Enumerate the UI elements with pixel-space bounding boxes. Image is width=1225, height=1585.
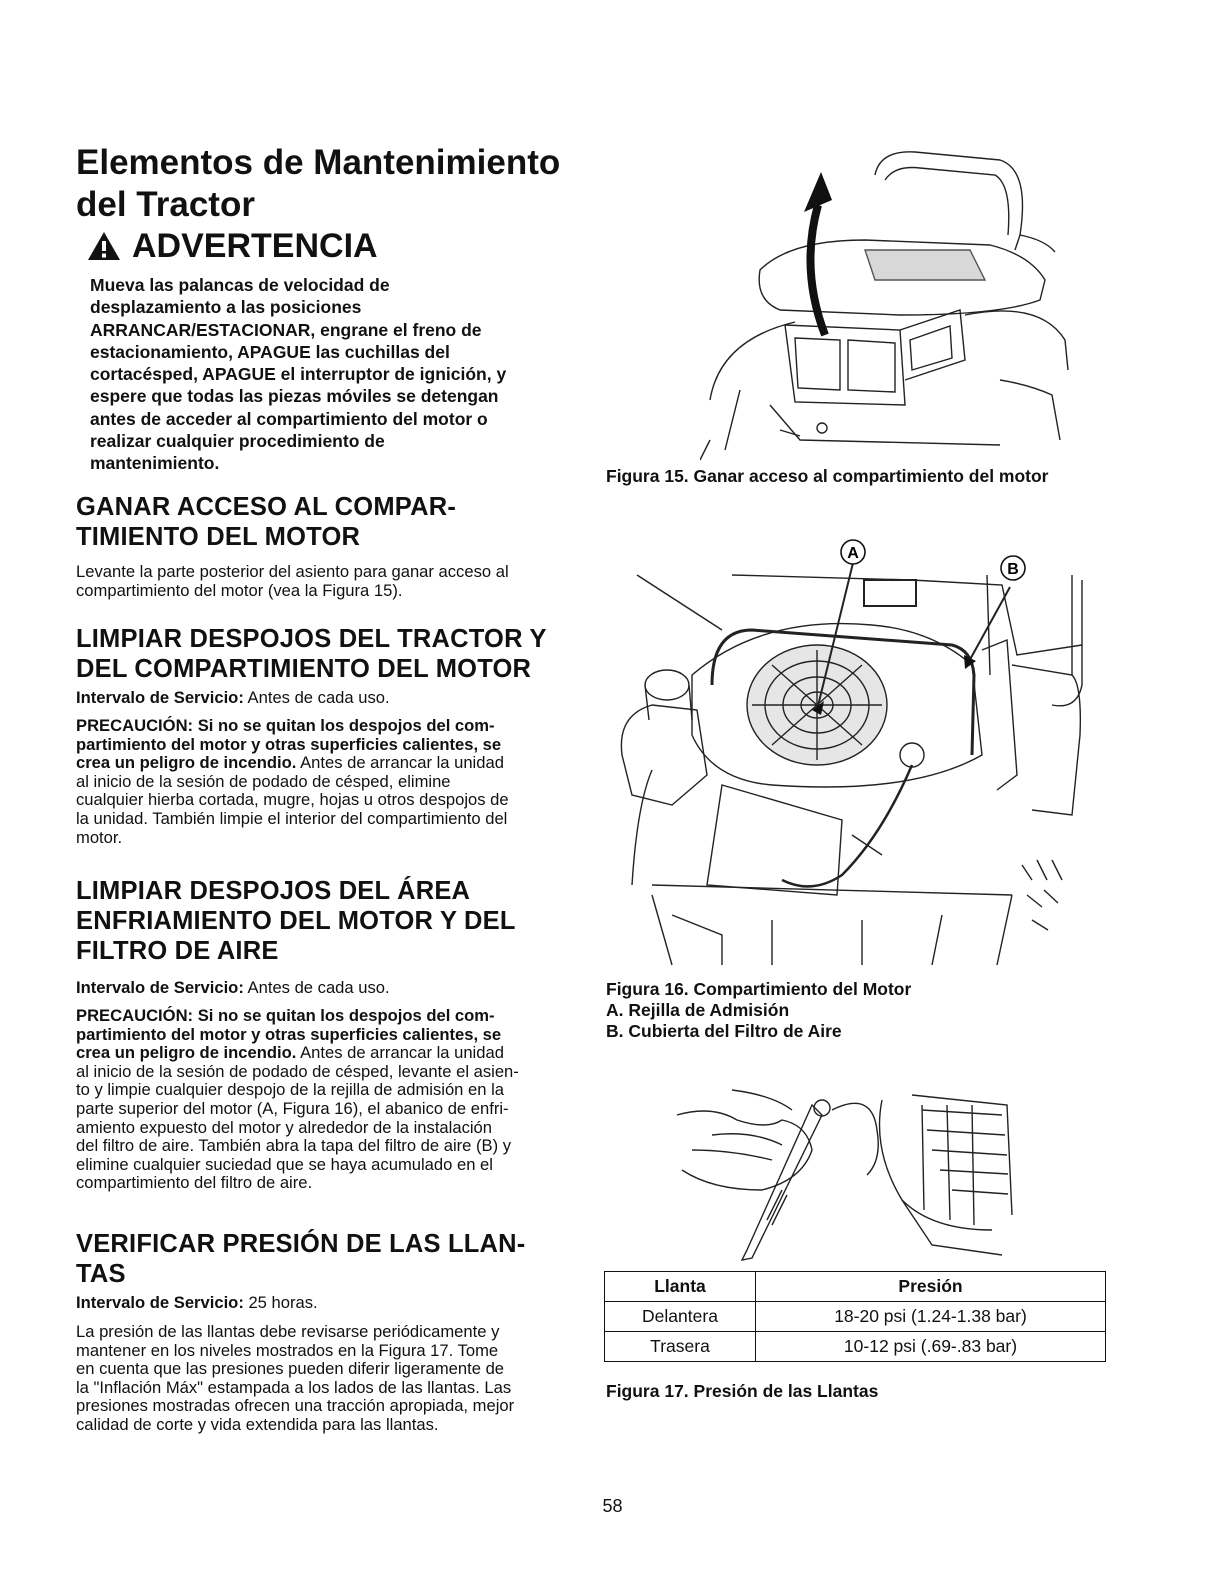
body-line: calidad de corte y vida extendida para las llantas.: [76, 1414, 439, 1434]
figure-16-caption-block: [606, 979, 911, 1042]
table-cell-tire: Trasera: [605, 1332, 756, 1362]
caution-emphasis: crea un peligro de incendio.: [76, 1043, 297, 1063]
body-line: la unidad. También limpie el interior del compartimiento del: [76, 808, 508, 828]
warning-line: realizar cualquier procedimiento de: [90, 431, 385, 452]
figure-16-caption: Figura 16. Compartimiento del Motor: [606, 979, 912, 999]
heading-line: VERIFICAR PRESIÓN DE LAS LLAN-: [76, 1230, 526, 1258]
interval-label: Intervalo de Servicio:: [76, 688, 244, 707]
section-heading-tire-pressure: [76, 1229, 525, 1289]
caution-line: PRECAUCIÓN: Si no se quitan los despojos del com-: [76, 716, 495, 735]
figure-16-item-b: B. Cubierta del Filtro de Aire: [606, 1021, 842, 1041]
body-line: cualquier hierba cortada, mugre, hojas u otros despojos de: [76, 790, 509, 810]
figure-17-tire-gauge-illustration: [672, 1080, 1022, 1265]
body-line: elimine cualquier suciedad que se haya acumulado en el: [76, 1154, 493, 1174]
figure-16-item-a: A. Rejilla de Admisión: [606, 1000, 790, 1020]
figure-15-seat-illustration: [700, 140, 1080, 465]
section-heading-clean-cooling: [76, 876, 516, 966]
table-cell-pressure: 10-12 psi (.69-.83 bar): [756, 1332, 1106, 1362]
warning-text: [90, 274, 568, 475]
interval-label: Intervalo de Servicio:: [76, 978, 244, 997]
table-header-row: [605, 1272, 1106, 1302]
table-row: [605, 1332, 1106, 1362]
table-cell-tire: Delantera: [605, 1302, 756, 1332]
page-number: 58: [602, 1496, 623, 1516]
heading-line: FILTRO DE AIRE: [76, 937, 279, 965]
table-row: [605, 1302, 1106, 1332]
interval-value: 25 horas.: [243, 1293, 318, 1312]
page-title: [76, 142, 596, 226]
body-line: Levante la parte posterior del asiento para ganar acceso al: [76, 562, 509, 581]
caution-line: PRECAUCIÓN: Si no se quitan los despojos del com-: [76, 1006, 495, 1025]
caution-clean-tractor: [76, 717, 581, 847]
warning-heading-text: ADVERTENCIA: [132, 227, 378, 265]
page-title-line-1: Elementos de Mantenimiento: [76, 143, 561, 182]
column-header-tire: Llanta: [605, 1272, 756, 1302]
body-line: mantener en los niveles mostrados en la Figura 17. Tome: [76, 1340, 499, 1360]
interval-value: Antes de cada uso.: [243, 978, 390, 997]
body-line: to y limpie cualquier despojo de la rejilla de admisión en la: [76, 1080, 504, 1100]
column-header-pressure: Presión: [756, 1272, 1106, 1302]
service-interval-clean-cooling: [76, 979, 576, 998]
heading-line: ENFRIAMIENTO DEL MOTOR Y DEL: [76, 907, 516, 935]
warning-line: Mueva las palancas de velocidad de: [90, 275, 390, 295]
section-heading-clean-tractor: [76, 624, 547, 684]
body-line: motor.: [76, 827, 123, 847]
heading-line: TIMIENTO DEL MOTOR: [76, 523, 361, 551]
caution-line: partimiento del motor y otras superficies calientes, se: [76, 1024, 502, 1044]
service-interval-tire-pressure: [76, 1294, 576, 1313]
heading-line: TAS: [76, 1260, 126, 1288]
body-line: compartimiento del motor (vea la Figura 15).: [76, 580, 403, 600]
figure-16-engine-illustration: [612, 535, 1097, 975]
callout-a-label: A: [847, 545, 859, 562]
body-line: al inicio de la sesión de podado de césped, levante el asien-: [76, 1061, 519, 1081]
body-line: la "Inflación Máx" estampada a los lados de las llantas. Las: [76, 1377, 512, 1397]
heading-line: LIMPIAR DESPOJOS DEL ÁREA: [76, 877, 471, 905]
heading-line: GANAR ACCESO AL COMPAR-: [76, 493, 457, 521]
section-body-tire-pressure: [76, 1323, 586, 1435]
caution-line: Antes de arrancar la unidad: [296, 753, 504, 773]
caution-clean-cooling: [76, 1007, 586, 1193]
page-title-line-2: del Tractor: [76, 185, 255, 224]
body-line: compartimiento del filtro de aire.: [76, 1173, 313, 1193]
figure-17-caption: Figura 17. Presión de las Llantas: [606, 1381, 879, 1401]
interval-label: Intervalo de Servicio:: [76, 1293, 244, 1312]
body-line: parte superior del motor (A, Figura 16), el abanico de enfri-: [76, 1098, 509, 1118]
interval-value: Antes de cada uso.: [243, 688, 390, 707]
warning-line: ARRANCAR/ESTACIONAR, engrane el freno de: [90, 319, 482, 340]
caution-line: Antes de arrancar la unidad: [296, 1043, 504, 1063]
body-line: en cuenta que las presiones pueden diferir ligeramente de: [76, 1359, 505, 1379]
warning-line: cortacésped, APAGUE el interruptor de ignición, y: [90, 364, 507, 385]
body-line: La presión de las llantas debe revisarse periódicamente y: [76, 1322, 500, 1341]
body-line: del filtro de aire. También abra la tapa del filtro de aire (B) y: [76, 1136, 512, 1156]
body-line: al inicio de la sesión de podado de césped, elimine: [76, 771, 451, 791]
caution-emphasis: crea un peligro de incendio.: [76, 753, 297, 773]
service-interval-clean-tractor: [76, 689, 576, 708]
warning-heading: [86, 226, 378, 266]
warning-line: antes de acceder al compartimiento del motor o: [90, 408, 488, 429]
warning-triangle-icon: [86, 230, 122, 262]
warning-line: estacionamiento, APAGUE las cuchillas del: [90, 341, 450, 362]
section-heading-access: [76, 492, 456, 552]
tire-pressure-table: [604, 1271, 1106, 1362]
warning-line: espere que todas las piezas móviles se detengan: [90, 386, 499, 407]
warning-line: mantenimiento.: [90, 453, 220, 474]
heading-line: DEL COMPARTIMIENTO DEL MOTOR: [76, 655, 532, 683]
body-line: amiento expuesto del motor y alrededor de la instalación: [76, 1117, 493, 1137]
table-cell-pressure: 18-20 psi (1.24-1.38 bar): [756, 1302, 1106, 1332]
callout-b-label: B: [1007, 561, 1019, 578]
figure-15-caption: Figura 15. Ganar acceso al compartimiento del motor: [606, 466, 1049, 486]
heading-line: LIMPIAR DESPOJOS DEL TRACTOR Y: [76, 625, 547, 653]
warning-line: desplazamiento a las posiciones: [90, 297, 362, 318]
section-body-access: [76, 563, 576, 600]
body-line: presiones mostradas ofrecen una tracción apropiada, mejor: [76, 1396, 515, 1416]
caution-line: partimiento del motor y otras superficies calientes, se: [76, 734, 502, 754]
